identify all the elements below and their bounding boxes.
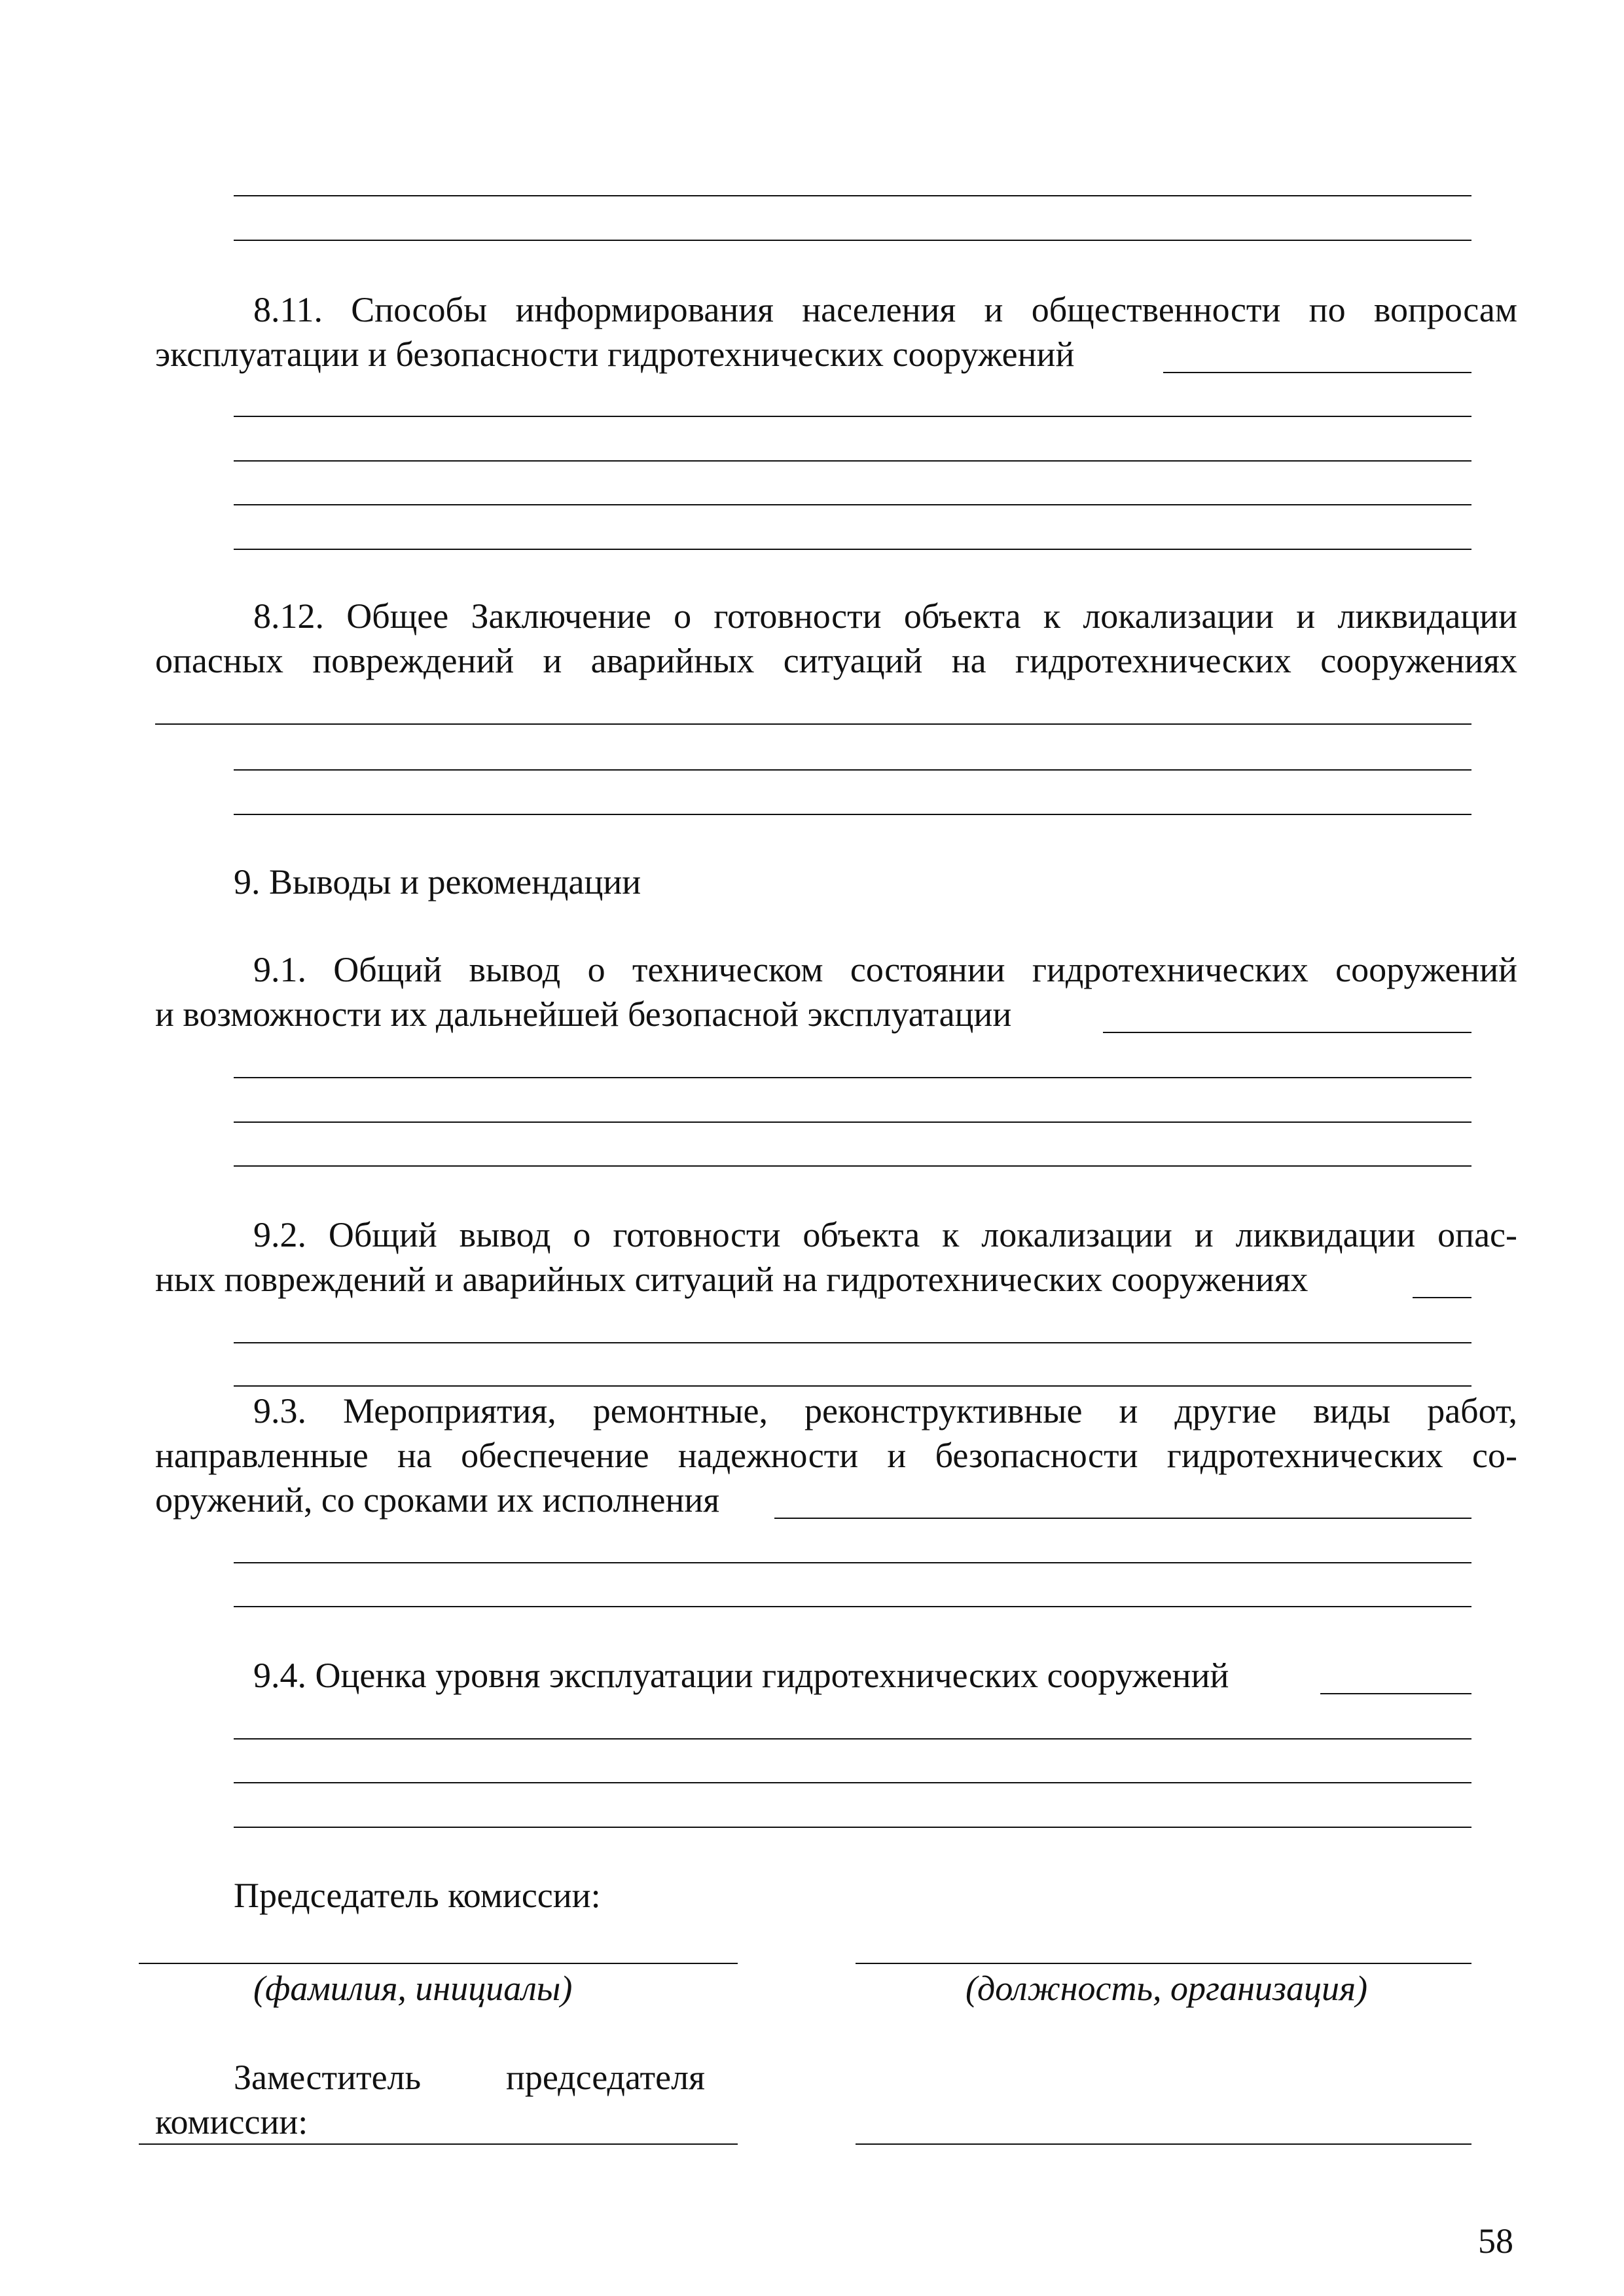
blank-line [234,1121,1471,1123]
blank-line [234,416,1471,417]
blank-line [234,814,1471,815]
blank-line [234,195,1471,196]
section-9-heading: 9. Выводы и рекомендации [234,862,641,902]
blank-line [234,1606,1471,1607]
section-9-3-line1: 9.3. Мероприятия, ремонтные, реконструктивные и другие виды работ, [253,1391,1517,1430]
chairman-name-line[interactable] [139,1963,738,1964]
blank-line [234,1342,1471,1343]
name-caption: (фамилия, инициалы) [253,1969,573,2008]
fill-line [1103,1032,1471,1033]
blank-line [234,1385,1471,1387]
blank-line [234,240,1471,241]
section-8-12-line2: опасных повреждений и аварийных ситуаций на гидротехнических сооружениях [155,641,1517,680]
fill-line [1163,372,1471,373]
blank-line [234,769,1471,771]
deputy-label-line2: комиссии: [155,2102,308,2141]
fill-line [1320,1693,1471,1694]
deputy-name-line[interactable] [139,2143,738,2145]
section-9-1-line1: 9.1. Общий вывод о техническом состоянии гидротехнических сооружений [253,950,1517,989]
blank-line [234,504,1471,505]
chairman-position-line[interactable] [856,1963,1471,1964]
section-9-3-line2: направленные на обеспечение надежности и безопасности гидротехнических со- [155,1436,1517,1475]
deputy-label-word2: председателя [506,2058,705,2097]
deputy-label-word1: Заместитель [234,2058,422,2097]
position-caption: (должность, организация) [965,1969,1368,2008]
blank-line [155,723,1471,725]
section-9-3-line3: оружений, со сроками их исполнения [155,1480,720,1520]
blank-line [234,549,1471,550]
blank-line [234,1165,1471,1167]
section-9-2-line2: ных повреждений и аварийных ситуаций на гидротехнических сооружениях [155,1260,1308,1299]
chairman-label: Председатель комиссии: [234,1876,601,1915]
section-8-12-line1: 8.12. Общее Заключение о готовности объекта к локализации и ликвидации [253,596,1517,636]
page-number: 58 [1478,2221,1513,2261]
section-9-1-line2: и возможности их дальнейшей безопасной эксплуатации [155,994,1012,1034]
blank-line [234,1782,1471,1783]
section-8-11-line2: эксплуатации и безопасности гидротехнических сооружений [155,335,1075,374]
section-9-2-line1: 9.2. Общий вывод о готовности объекта к локализации и ликвидации опас- [253,1215,1517,1254]
fill-line [774,1518,1471,1519]
blank-line [234,1827,1471,1828]
blank-line [234,1738,1471,1740]
section-8-11-line1: 8.11. Способы информирования населения и общественности по вопросам [253,290,1517,329]
deputy-position-line[interactable] [856,2143,1471,2145]
blank-line [234,1562,1471,1563]
blank-line [234,460,1471,462]
fill-line [1413,1297,1471,1298]
section-9-4-line1: 9.4. Оценка уровня эксплуатации гидротехнических сооружений [253,1656,1229,1695]
blank-line [234,1077,1471,1078]
